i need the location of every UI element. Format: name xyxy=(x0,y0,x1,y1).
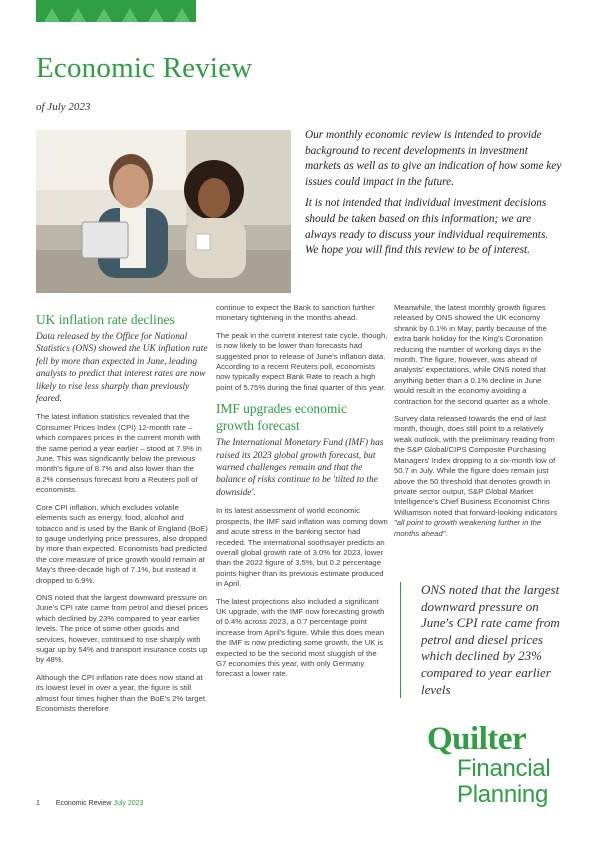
footer-title: Economic Review xyxy=(55,800,112,807)
section-heading-uk-inflation: UK inflation rate declines xyxy=(36,312,175,327)
intro-paragraph: It is not intended that individual investment decisions should be taken based on this information; we are always ready to discuss your individual requirements. We hope you will find this review to be of interest. xyxy=(305,197,549,257)
body-paragraph: Although the CPI inflation rate does now stand at its lowest level in over a year, the figure is still almost four times higher than the BoE's 2% target. Economists therefore xyxy=(36,672,208,713)
page-footer xyxy=(36,800,143,807)
section-heading-imf: IMF upgrades economic growth forecast xyxy=(216,401,347,434)
body-paragraph: Meanwhile, the latest monthly growth figures released by ONS showed the UK economy shrank by 0.1% in May, partly because of the extra bank holiday for the King's Coronation reducing the number of working days in the month. The figure, however, was ahead of analysts' expectations, while ONS noted that anything better than a 0.1% decline in June would result in the economy avoiding a contraction for the second quarter as a whole. xyxy=(394,303,550,406)
header-banner xyxy=(36,0,196,22)
body-paragraph: continue to expect the Bank to sanction further monetary tightening in the months ahead. xyxy=(216,303,375,323)
page-number: 1 xyxy=(36,800,40,807)
logo-line-1: Financial xyxy=(457,755,551,782)
intro-paragraph: Our monthly economic review is intended to provide background to recent developments in investment markets as well as to give an indication of how some key issues could impact in the future. xyxy=(305,129,562,188)
logo-brand: Quilter xyxy=(427,721,527,757)
body-paragraph: The latest inflation statistics revealed that the Consumer Prices Index (CPI) 12-month rate – which compares prices in the current month with the same period a year earlier – stood at 7.9% in June. This was significantly below the previous month's figure of 8.7% and also lower than the 8.2% consensus forecast from a Reuters poll of economists. xyxy=(36,412,202,495)
survey-quote: "all point to growth weakening further in the months ahead". xyxy=(394,518,542,538)
hero-photo xyxy=(36,130,291,293)
section-lede: Data released by the Office for National Statistics (ONS) showed the UK inflation rate fell by more than expected in June, leading analysts to predict that interest rates are now likely to rise less sharply than previously feared. xyxy=(36,332,208,405)
issue-date: of July 2023 xyxy=(36,101,91,113)
logo-line-2: Planning xyxy=(457,781,549,808)
article-column-2 xyxy=(216,303,388,687)
footer-date: July 2023 xyxy=(113,800,144,807)
body-paragraph: The peak in the current interest rate cycle, though, is now likely to be lower than forecasts had suggested prior to release of June's inflation data. According to a recent Reuters poll, economists now typically expect Bank Rate to reach a high point of 5.75% during the final quarter of this year. xyxy=(216,330,388,392)
survey-text: Survey data released towards the end of last month, though, does still point to a relatively weak outlook, with the preliminary reading from the S&P Global/CIPS Composite Purchasing Managers' Index dropping to a six-month low of 50.7 in July. While the figure does remain just above the 50 threshold that denotes growth in private sector output, S&P Global Market Intelligence's Chief Business Economist Chris Williamson noted that forward-looking indicators xyxy=(394,414,558,517)
article-column-3 xyxy=(394,303,562,546)
section-lede: The International Monetary Fund (IMF) has raised its 2023 global growth forecast, but warned challenges remain and that the balance of risks continue to be 'tilted to the downside'. xyxy=(216,438,384,498)
body-paragraph: In its latest assessment of world economic prospects, the IMF said inflation was coming down and acute stress in the banking sector had receded. The international soothsayer predicts an overall global growth rate of 3.0% for 2023, lower than the 2022 figure of 3.5%, but 0.2 percentage points higher than its previous estimate produced in April. xyxy=(216,506,388,589)
body-paragraph: ONS noted that the largest downward pressure on June's CPI rate came from petrol and diesel prices which declined by 23% compared to year earlier levels. The price of some other goods and services, however, continued to rise sharply with sugar up by 54% and transport insurance costs up by 48%. xyxy=(36,592,208,665)
article-column-1 xyxy=(36,311,210,721)
body-paragraph: The latest projections also included a significant UK upgrade, with the IMF now forecasting growth of 0.4% across 2023, a 0.7 percentage point increase from April's figure. While this does mean the IMF is now predicting some growth, the UK is expected to be the second most sluggish of the G7 economies this year, with only Germany forecast a lower rate. xyxy=(216,596,385,679)
intro-text xyxy=(305,128,563,265)
page-title: Economic Review xyxy=(36,52,253,84)
pull-quote: ONS noted that the largest downward pressure on June's CPI rate came from petrol and diesel prices which declined by 23% compared to year earlier levels xyxy=(400,582,560,698)
body-paragraph xyxy=(394,414,562,539)
body-paragraph: Core CPI inflation, which excludes volatile elements such as energy, food, alcohol and tobacco and is used by the Bank of England (BoE) to gauge underlying price pressures, also dropped by more than expected. Economists had predicted the core measure of price growth would remain at May's three-decade high of 7.1%, but instead it dropped to 6.9%. xyxy=(36,502,208,585)
quilter-logo xyxy=(427,722,563,808)
